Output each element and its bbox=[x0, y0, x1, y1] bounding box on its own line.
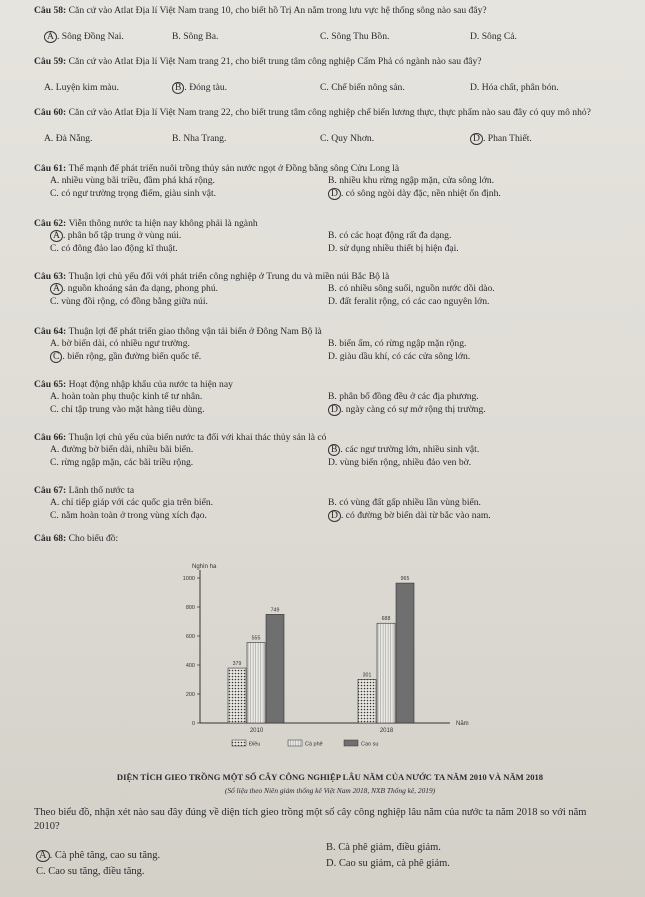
question-stem: Căn cứ vào Atlat Địa lí Việt Nam trang 10, cho biết hồ Trị An nằm trong lưu vực hệ thống sông nào sau đây? bbox=[68, 5, 487, 16]
question-number: Câu 60: bbox=[34, 107, 69, 118]
answer-circle-mark: A bbox=[50, 283, 63, 295]
question-62-option-b[interactable]: B. có các hoạt động rất đa dạng. bbox=[328, 230, 452, 241]
question-60-option-b[interactable]: B. Nha Trang. bbox=[172, 133, 227, 144]
question-number: Câu 66: bbox=[34, 432, 69, 443]
question-number: Câu 63: bbox=[34, 271, 69, 282]
question-68 bbox=[34, 532, 624, 545]
question-59-option-b[interactable] bbox=[172, 82, 227, 94]
question-65-option-a[interactable]: A. hoàn toàn phụ thuộc kinh tế tư nhân. bbox=[50, 391, 203, 402]
option-text: . ngày càng có sự mở rộng thị trường. bbox=[340, 404, 486, 415]
legend-label: Cà phê bbox=[305, 741, 323, 748]
question-61-option-c[interactable]: C. có ngư trường trọng điểm, giàu sinh vật. bbox=[50, 188, 217, 199]
data-label: 688 bbox=[381, 616, 391, 623]
question-67-option-d[interactable] bbox=[328, 510, 491, 522]
question-65-option-b[interactable]: B. phân bố đồng đều ở các địa phương. bbox=[328, 391, 479, 402]
question-59-option-c[interactable]: C. Chế biến nông sản. bbox=[320, 82, 405, 93]
data-label: 749 bbox=[270, 607, 280, 614]
question-62-option-d[interactable]: D. sử dụng nhiều thiết bị hiện đại. bbox=[328, 243, 459, 254]
question-62-option-c[interactable]: C. có đông đảo lao động kĩ thuật. bbox=[50, 243, 178, 254]
question-number: Câu 62: bbox=[34, 218, 69, 229]
question-number: Câu 58: bbox=[34, 5, 69, 16]
question-number: Câu 68: bbox=[34, 533, 67, 544]
bar-Điều-2010 bbox=[228, 668, 246, 723]
answer-circle-mark: B bbox=[172, 82, 184, 94]
question-58-option-a[interactable] bbox=[44, 31, 124, 43]
question-61 bbox=[34, 162, 624, 175]
question-59-option-d[interactable]: D. Hóa chất, phân bón. bbox=[470, 82, 559, 93]
question-67 bbox=[34, 484, 624, 497]
bar-Cà phê-2018 bbox=[377, 623, 395, 723]
question-58-option-d[interactable]: D. Sông Cả. bbox=[470, 31, 517, 42]
answer-circle-mark: D bbox=[328, 188, 341, 200]
question-63-option-a[interactable] bbox=[50, 283, 218, 295]
y-tick-label: 200 bbox=[185, 692, 195, 698]
option-text: . có sông ngòi dày đặc, nền nhiệt ổn định. bbox=[340, 188, 501, 199]
y-tick-label: 0 bbox=[191, 721, 195, 727]
x-axis-label: Năm bbox=[456, 721, 469, 727]
question-stem: Thuận lợi chủ yếu của biển nước ta đối với khai thác thủy sản là có bbox=[68, 432, 327, 443]
question-67-option-c[interactable]: C. nằm hoàn toàn ở trong vùng xích đạo. bbox=[50, 510, 207, 521]
question-stem: Căn cứ vào Atlat Địa lí Việt Nam trang 22, cho biết trung tâm công nghiệp chế biến lương thực, thực phẩm nào sau đây có quy mô nhỏ? bbox=[68, 107, 591, 118]
question-60-option-d[interactable] bbox=[470, 133, 532, 145]
question-66-option-a[interactable]: A. đường bờ biển dài, nhiều bãi biển. bbox=[50, 444, 194, 455]
option-text: . các ngư trường lớn, nhiều sinh vật. bbox=[340, 444, 480, 455]
question-63 bbox=[34, 270, 624, 283]
question-64-option-c[interactable] bbox=[50, 351, 201, 363]
question-65-option-d[interactable] bbox=[328, 404, 486, 416]
chart-title: DIỆN TÍCH GIEO TRỒNG MỘT SỐ CÂY CÔNG NGHIỆP LÂU NĂM CỦA NƯỚC TA NĂM 2010 VÀ NĂM 2018 bbox=[116, 772, 544, 782]
answer-circle-mark: D bbox=[328, 510, 341, 522]
question-60-option-a[interactable]: A. Đà Nẵng. bbox=[44, 133, 93, 144]
question-66-option-c[interactable]: C. rừng ngập mặn, các bãi triều rộng. bbox=[50, 457, 194, 468]
question-62 bbox=[34, 217, 624, 230]
category-label: 2010 bbox=[249, 728, 264, 734]
bar-Điều-2018 bbox=[358, 679, 376, 723]
question-62-option-a[interactable] bbox=[50, 230, 181, 242]
question-60 bbox=[34, 106, 624, 119]
question-stem: Cho biểu đồ: bbox=[68, 533, 119, 544]
legend-label: Cao su bbox=[361, 741, 379, 748]
question-66-option-d[interactable]: D. vùng biển rộng, nhiều đảo ven bờ. bbox=[328, 457, 472, 468]
option-text: . phân bố tập trung ở vùng núi. bbox=[62, 230, 182, 241]
question-66 bbox=[34, 431, 624, 444]
option-text: . Phan Thiết. bbox=[482, 133, 532, 144]
answer-circle-mark: A bbox=[44, 31, 57, 43]
question-63-option-b[interactable]: B. có nhiều sông suối, nguồn nước dồi dào. bbox=[328, 283, 495, 294]
question-65-option-c[interactable]: C. chỉ tập trung vào mặt hàng tiêu dùng. bbox=[50, 404, 205, 415]
question-67-option-b[interactable]: B. có vùng đất gấp nhiều lần vùng biển. bbox=[328, 497, 481, 508]
option-text: . Đóng tàu. bbox=[184, 82, 228, 93]
question-60-option-c[interactable]: C. Quy Nhơn. bbox=[320, 133, 375, 144]
question-number: Câu 65: bbox=[34, 379, 69, 390]
bar-Cà phê-2010 bbox=[247, 643, 265, 723]
data-label: 379 bbox=[232, 661, 242, 668]
y-tick-label: 1000 bbox=[182, 576, 195, 582]
question-stem: Thuận lợi chủ yếu đối với phát triển công nghiệp ở Trung du và miền núi Bắc Bộ là bbox=[68, 271, 390, 282]
question-67-option-a[interactable]: A. chỉ tiếp giáp với các quốc gia trên biển. bbox=[50, 497, 214, 508]
answer-circle-mark: A bbox=[36, 850, 50, 862]
y-tick-label: 400 bbox=[185, 663, 195, 669]
final-option-d[interactable]: D. Cao su giảm, cà phê giảm. bbox=[326, 858, 450, 869]
bar-Cao su-2010 bbox=[266, 614, 284, 723]
question-number: Câu 67: bbox=[34, 485, 69, 496]
question-61-option-d[interactable] bbox=[328, 188, 501, 200]
question-stem: Lãnh thổ nước ta bbox=[68, 485, 135, 496]
final-option-a[interactable] bbox=[36, 850, 160, 862]
question-66-option-b[interactable] bbox=[328, 444, 479, 456]
question-58 bbox=[34, 4, 624, 17]
question-58-option-b[interactable]: B. Sông Ba. bbox=[172, 31, 219, 42]
question-64-option-a[interactable]: A. bờ biển dài, có nhiều ngư trường. bbox=[50, 338, 190, 349]
question-59 bbox=[34, 55, 624, 68]
question-58-option-c[interactable]: C. Sông Thu Bồn. bbox=[320, 31, 390, 42]
final-question bbox=[34, 806, 614, 834]
question-63-option-c[interactable]: C. vùng đồi rộng, có đồng bằng giữa núi. bbox=[50, 296, 208, 307]
question-number: Câu 64: bbox=[34, 326, 69, 337]
question-59-option-a[interactable]: A. Luyện kim màu. bbox=[44, 82, 119, 93]
y-tick-label: 600 bbox=[185, 634, 195, 640]
question-61-option-b[interactable]: B. nhiều khu rừng ngập mặn, cửa sông lớn. bbox=[328, 175, 495, 186]
option-text: . Sông Đồng Nai. bbox=[56, 31, 124, 42]
question-63-option-d[interactable]: D. đất feralit rộng, có các cao nguyên lớn. bbox=[328, 296, 490, 307]
y-axis-label: Nghìn ha bbox=[192, 564, 217, 570]
answer-circle-mark: C bbox=[50, 351, 62, 363]
final-option-c[interactable]: C. Cao su tăng, điều tăng. bbox=[36, 866, 145, 877]
option-text: . biển rộng, gần đường biển quốc tế. bbox=[62, 351, 202, 362]
final-option-a-text: . Cà phê tăng, cao su tăng. bbox=[49, 850, 161, 861]
question-stem: Viễn thông nước ta hiện nay không phải là ngành bbox=[68, 218, 258, 229]
answer-circle-mark: B bbox=[328, 444, 340, 456]
answer-circle-mark: A bbox=[50, 230, 63, 242]
question-stem: Thuận lợi để phát triển giao thông vận tải biển ở Đông Nam Bộ là bbox=[68, 326, 322, 337]
data-label: 965 bbox=[400, 576, 410, 583]
data-label: 555 bbox=[251, 635, 261, 642]
data-label: 301 bbox=[362, 672, 372, 679]
question-number: Câu 59: bbox=[34, 56, 69, 67]
question-stem: Thế mạnh để phát triển nuôi trồng thủy sản nước ngọt ở Đồng bằng sông Cửu Long là bbox=[68, 163, 400, 174]
question-stem: Căn cứ vào Atlat Địa lí Việt Nam trang 21, cho biết trung tâm công nghiệp Cẩm Phả có ngành nào sau đây? bbox=[68, 56, 482, 67]
legend-swatch bbox=[232, 740, 246, 746]
category-label: 2018 bbox=[379, 728, 394, 734]
question-64-option-b[interactable]: B. biển ấm, có rừng ngập mặn rộng. bbox=[328, 338, 467, 349]
question-64-option-d[interactable]: D. giàu dầu khí, có các cửa sông lớn. bbox=[328, 351, 471, 362]
legend-label: Điều bbox=[249, 741, 261, 748]
option-text: . có đường bờ biển dài từ bắc vào nam. bbox=[340, 510, 491, 521]
legend-swatch bbox=[288, 740, 302, 746]
question-65 bbox=[34, 378, 624, 391]
bar-chart bbox=[150, 555, 530, 755]
question-stem: Hoạt động nhập khẩu của nước ta hiện nay bbox=[68, 379, 233, 390]
question-61-option-a[interactable]: A. nhiều vùng bãi triều, đầm phá khá rộng. bbox=[50, 175, 215, 186]
question-64 bbox=[34, 325, 624, 338]
legend-swatch bbox=[344, 740, 358, 746]
final-question-stem: Theo biểu đồ, nhận xét nào sau đây đúng về diện tích gieo trồng một số cây công nghiệp lâu năm của nước ta năm 2018 so với năm 2010? bbox=[34, 807, 587, 832]
chart-source: (Số liệu theo Niên giám thống kê Việt Nam 2018, NXB Thống kê, 2019) bbox=[224, 786, 436, 795]
bar-Cao su-2018 bbox=[396, 583, 414, 723]
answer-circle-mark: D bbox=[328, 404, 341, 416]
final-option-b[interactable]: B. Cà phê giảm, điều giảm. bbox=[326, 842, 441, 853]
y-tick-label: 800 bbox=[185, 605, 195, 611]
question-number: Câu 61: bbox=[34, 163, 69, 174]
answer-circle-mark: D bbox=[470, 133, 483, 145]
option-text: . nguồn khoáng sản đa dạng, phong phú. bbox=[62, 283, 219, 294]
